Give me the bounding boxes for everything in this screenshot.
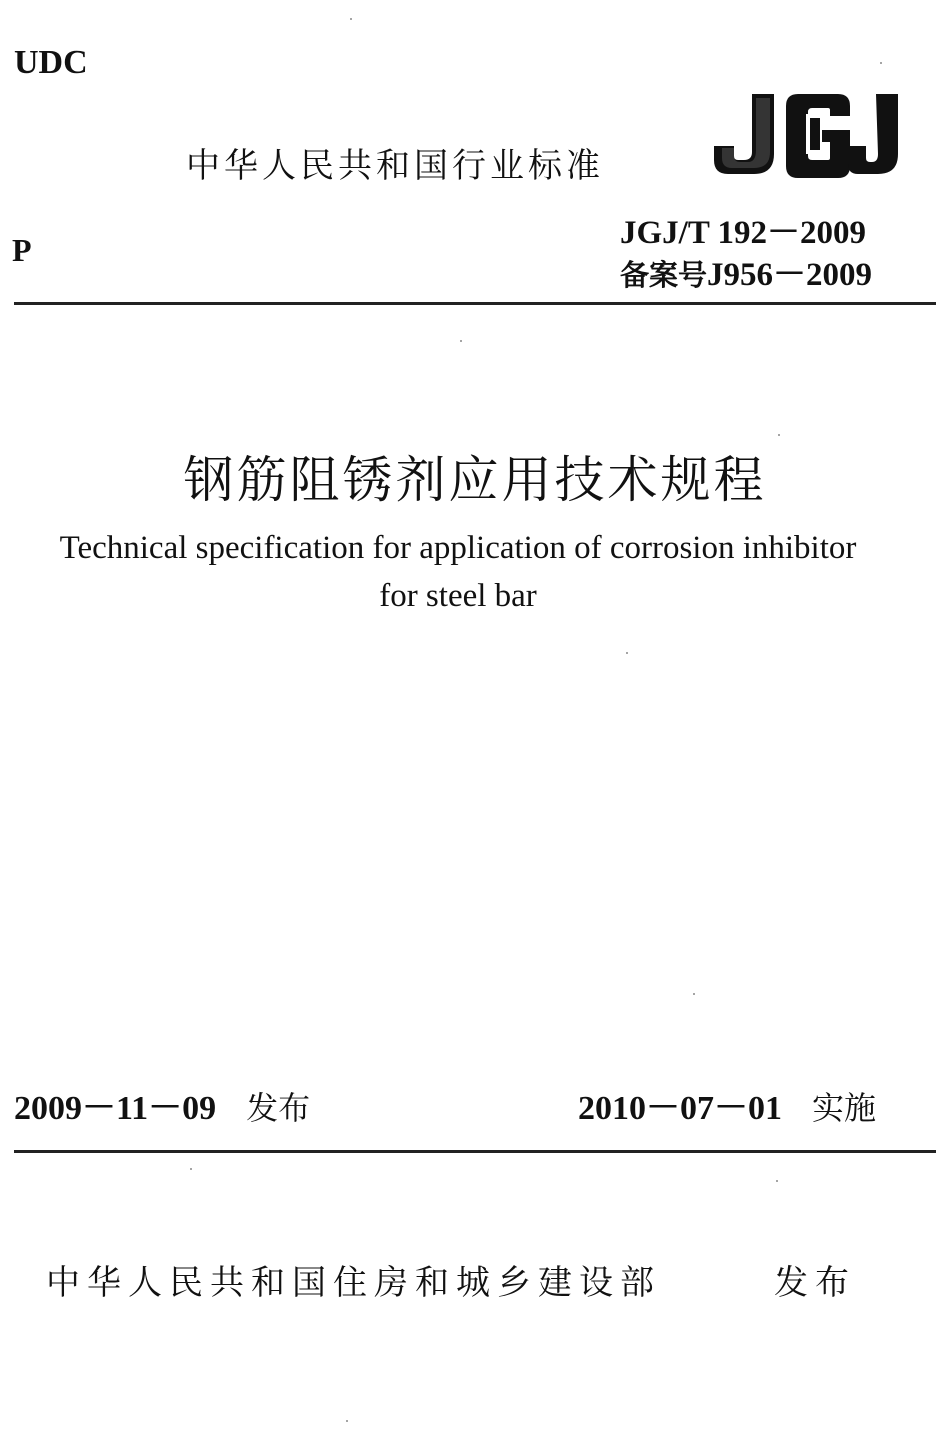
industry-standard-heading: 中华人民共和国行业标准 [186, 146, 604, 186]
publish-date-line [14, 1080, 310, 1129]
dates-divider [14, 1150, 936, 1153]
scan-speck [346, 1420, 348, 1422]
title-english-line2: for steel bar [379, 578, 537, 614]
effective-date-line [578, 1080, 876, 1129]
scan-speck [776, 1180, 778, 1182]
effective-label: 实施 [812, 1089, 877, 1127]
effective-date: 2010－07－01 [578, 1090, 782, 1127]
scan-speck [350, 18, 352, 20]
udc-label: UDC [14, 44, 88, 81]
scan-speck [693, 993, 695, 995]
jgj-logo [712, 90, 902, 178]
scan-speck [460, 340, 462, 342]
issuer-verb: 发布 [774, 1263, 856, 1303]
standard-code: JGJ/T 192－2009 [620, 215, 867, 251]
record-code: J956－2009 [707, 257, 873, 293]
publish-date: 2009－11－09 [14, 1090, 217, 1127]
scan-speck [626, 652, 628, 654]
issuer-name: 中华人民共和国住房和城乡建设部 [46, 1263, 661, 1303]
scan-speck [778, 434, 780, 436]
scan-speck [190, 1168, 192, 1170]
header-divider [14, 302, 936, 305]
title-english-line1: Technical specification for application of corrosion inhibitor [59, 530, 857, 566]
classification-code: P [12, 232, 32, 268]
title-chinese: 钢筋阻锈剂应用技术规程 [183, 451, 767, 509]
publish-label: 发布 [246, 1089, 311, 1127]
scan-speck [880, 62, 882, 64]
record-prefix: 备案号 [620, 258, 708, 292]
record-number [620, 248, 872, 295]
